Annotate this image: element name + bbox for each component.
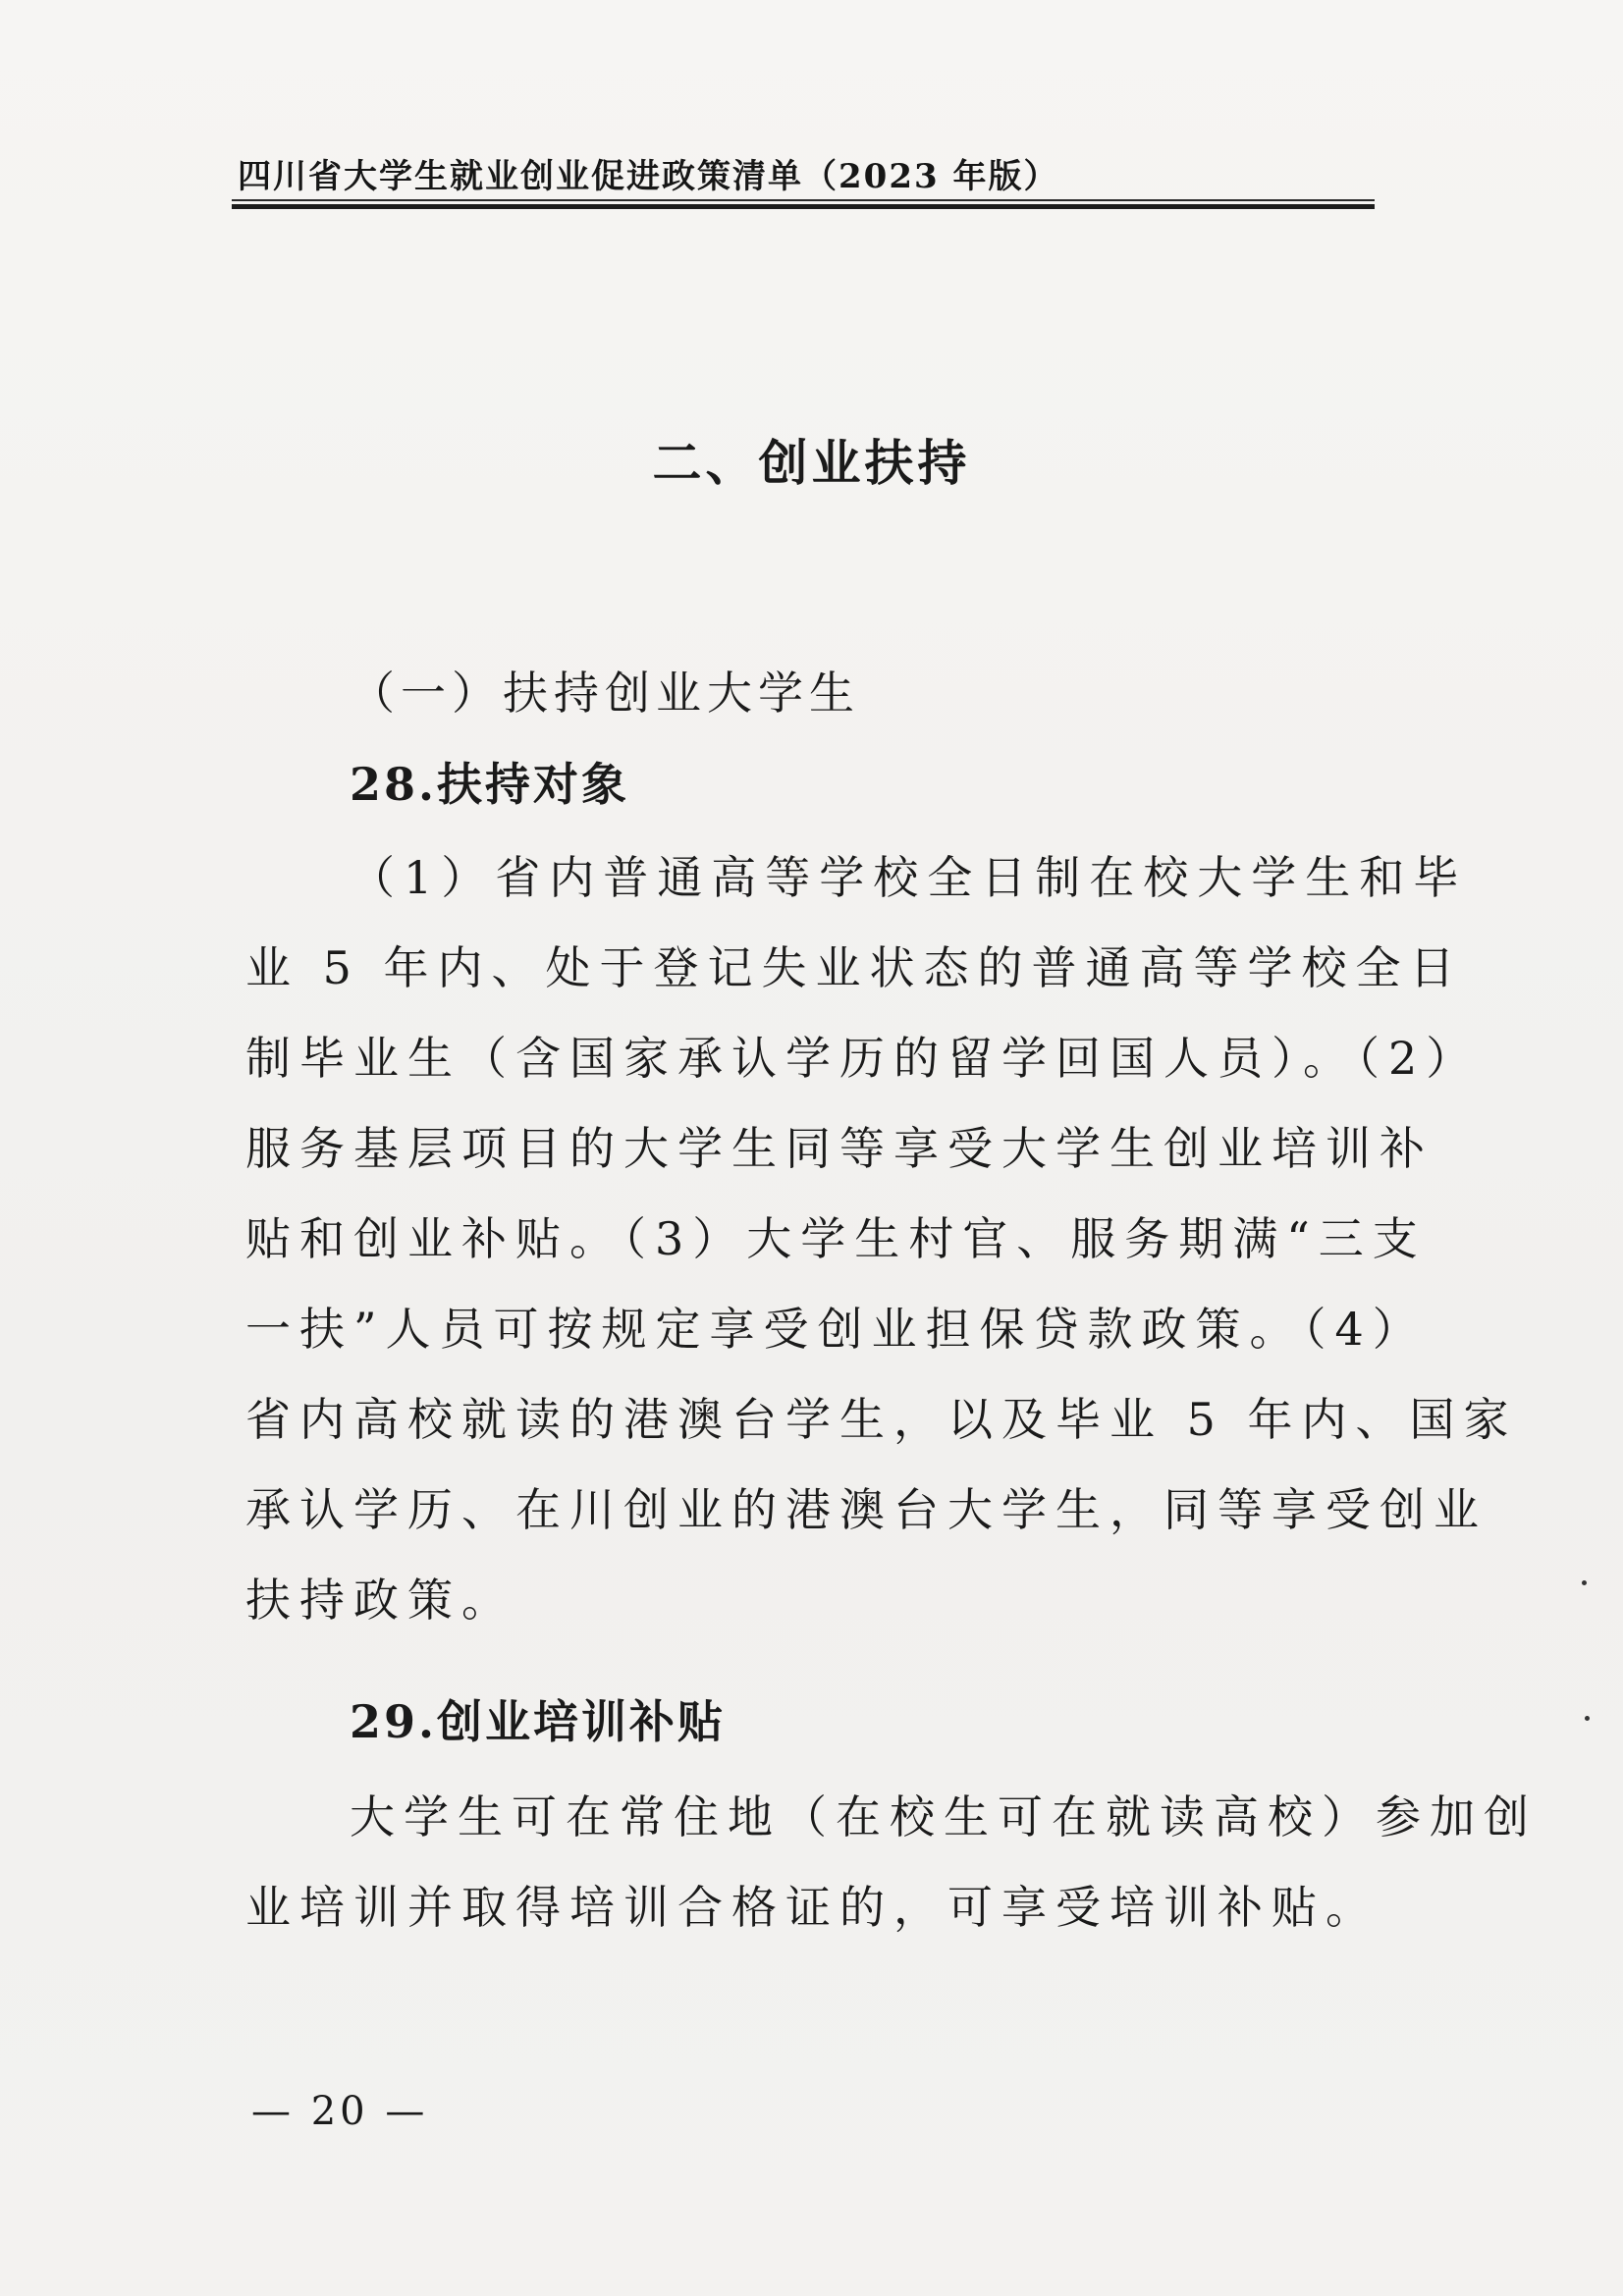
paragraph-line: 大学生可在常住地（在校生可在就读高校）参加创 bbox=[350, 1790, 1538, 1843]
subsection-title: （一）扶持创业大学生 bbox=[350, 667, 860, 720]
item-heading-28: 28.扶持对象 bbox=[350, 758, 630, 811]
paragraph-line: 服务基层项目的大学生同等享受大学生创业培训补 bbox=[245, 1122, 1434, 1175]
paragraph-line: 省内高校就读的港澳台学生，以及毕业 5 年内、国家 bbox=[245, 1393, 1518, 1446]
item-heading-29: 29.创业培训补贴 bbox=[350, 1695, 727, 1748]
section-title: 二、创业扶持 bbox=[652, 434, 971, 492]
paragraph-line: （1）省内普通高等学校全日制在校大学生和毕 bbox=[350, 851, 1468, 904]
paragraph-line: 业 5 年内、处于登记失业状态的普通高等学校全日 bbox=[245, 941, 1464, 994]
paragraph-line: 业培训并取得培训合格证的，可享受培训补贴。 bbox=[245, 1881, 1380, 1934]
page-number: — 20 — bbox=[251, 2089, 429, 2134]
paragraph-line: 贴和创业补贴。（3）大学生村官、服务期满“三支 bbox=[245, 1212, 1427, 1265]
header-rule-thick bbox=[232, 204, 1375, 209]
running-header-title: 四川省大学生就业创业促进政策清单（2023 年版） bbox=[238, 157, 1059, 196]
paragraph-line: 承认学历、在川创业的港澳台大学生，同等享受创业 bbox=[245, 1483, 1488, 1536]
paragraph-line: 制毕业生（含国家承认学历的留学回国人员）。（2） bbox=[245, 1032, 1481, 1085]
paragraph-line: 一扶”人员可按规定享受创业担保贷款政策。（4） bbox=[245, 1303, 1427, 1356]
header-rule-thin bbox=[232, 199, 1375, 201]
paragraph-line: 扶持政策。 bbox=[245, 1574, 515, 1627]
scan-speck bbox=[1585, 1716, 1590, 1721]
scan-speck bbox=[1582, 1580, 1587, 1585]
